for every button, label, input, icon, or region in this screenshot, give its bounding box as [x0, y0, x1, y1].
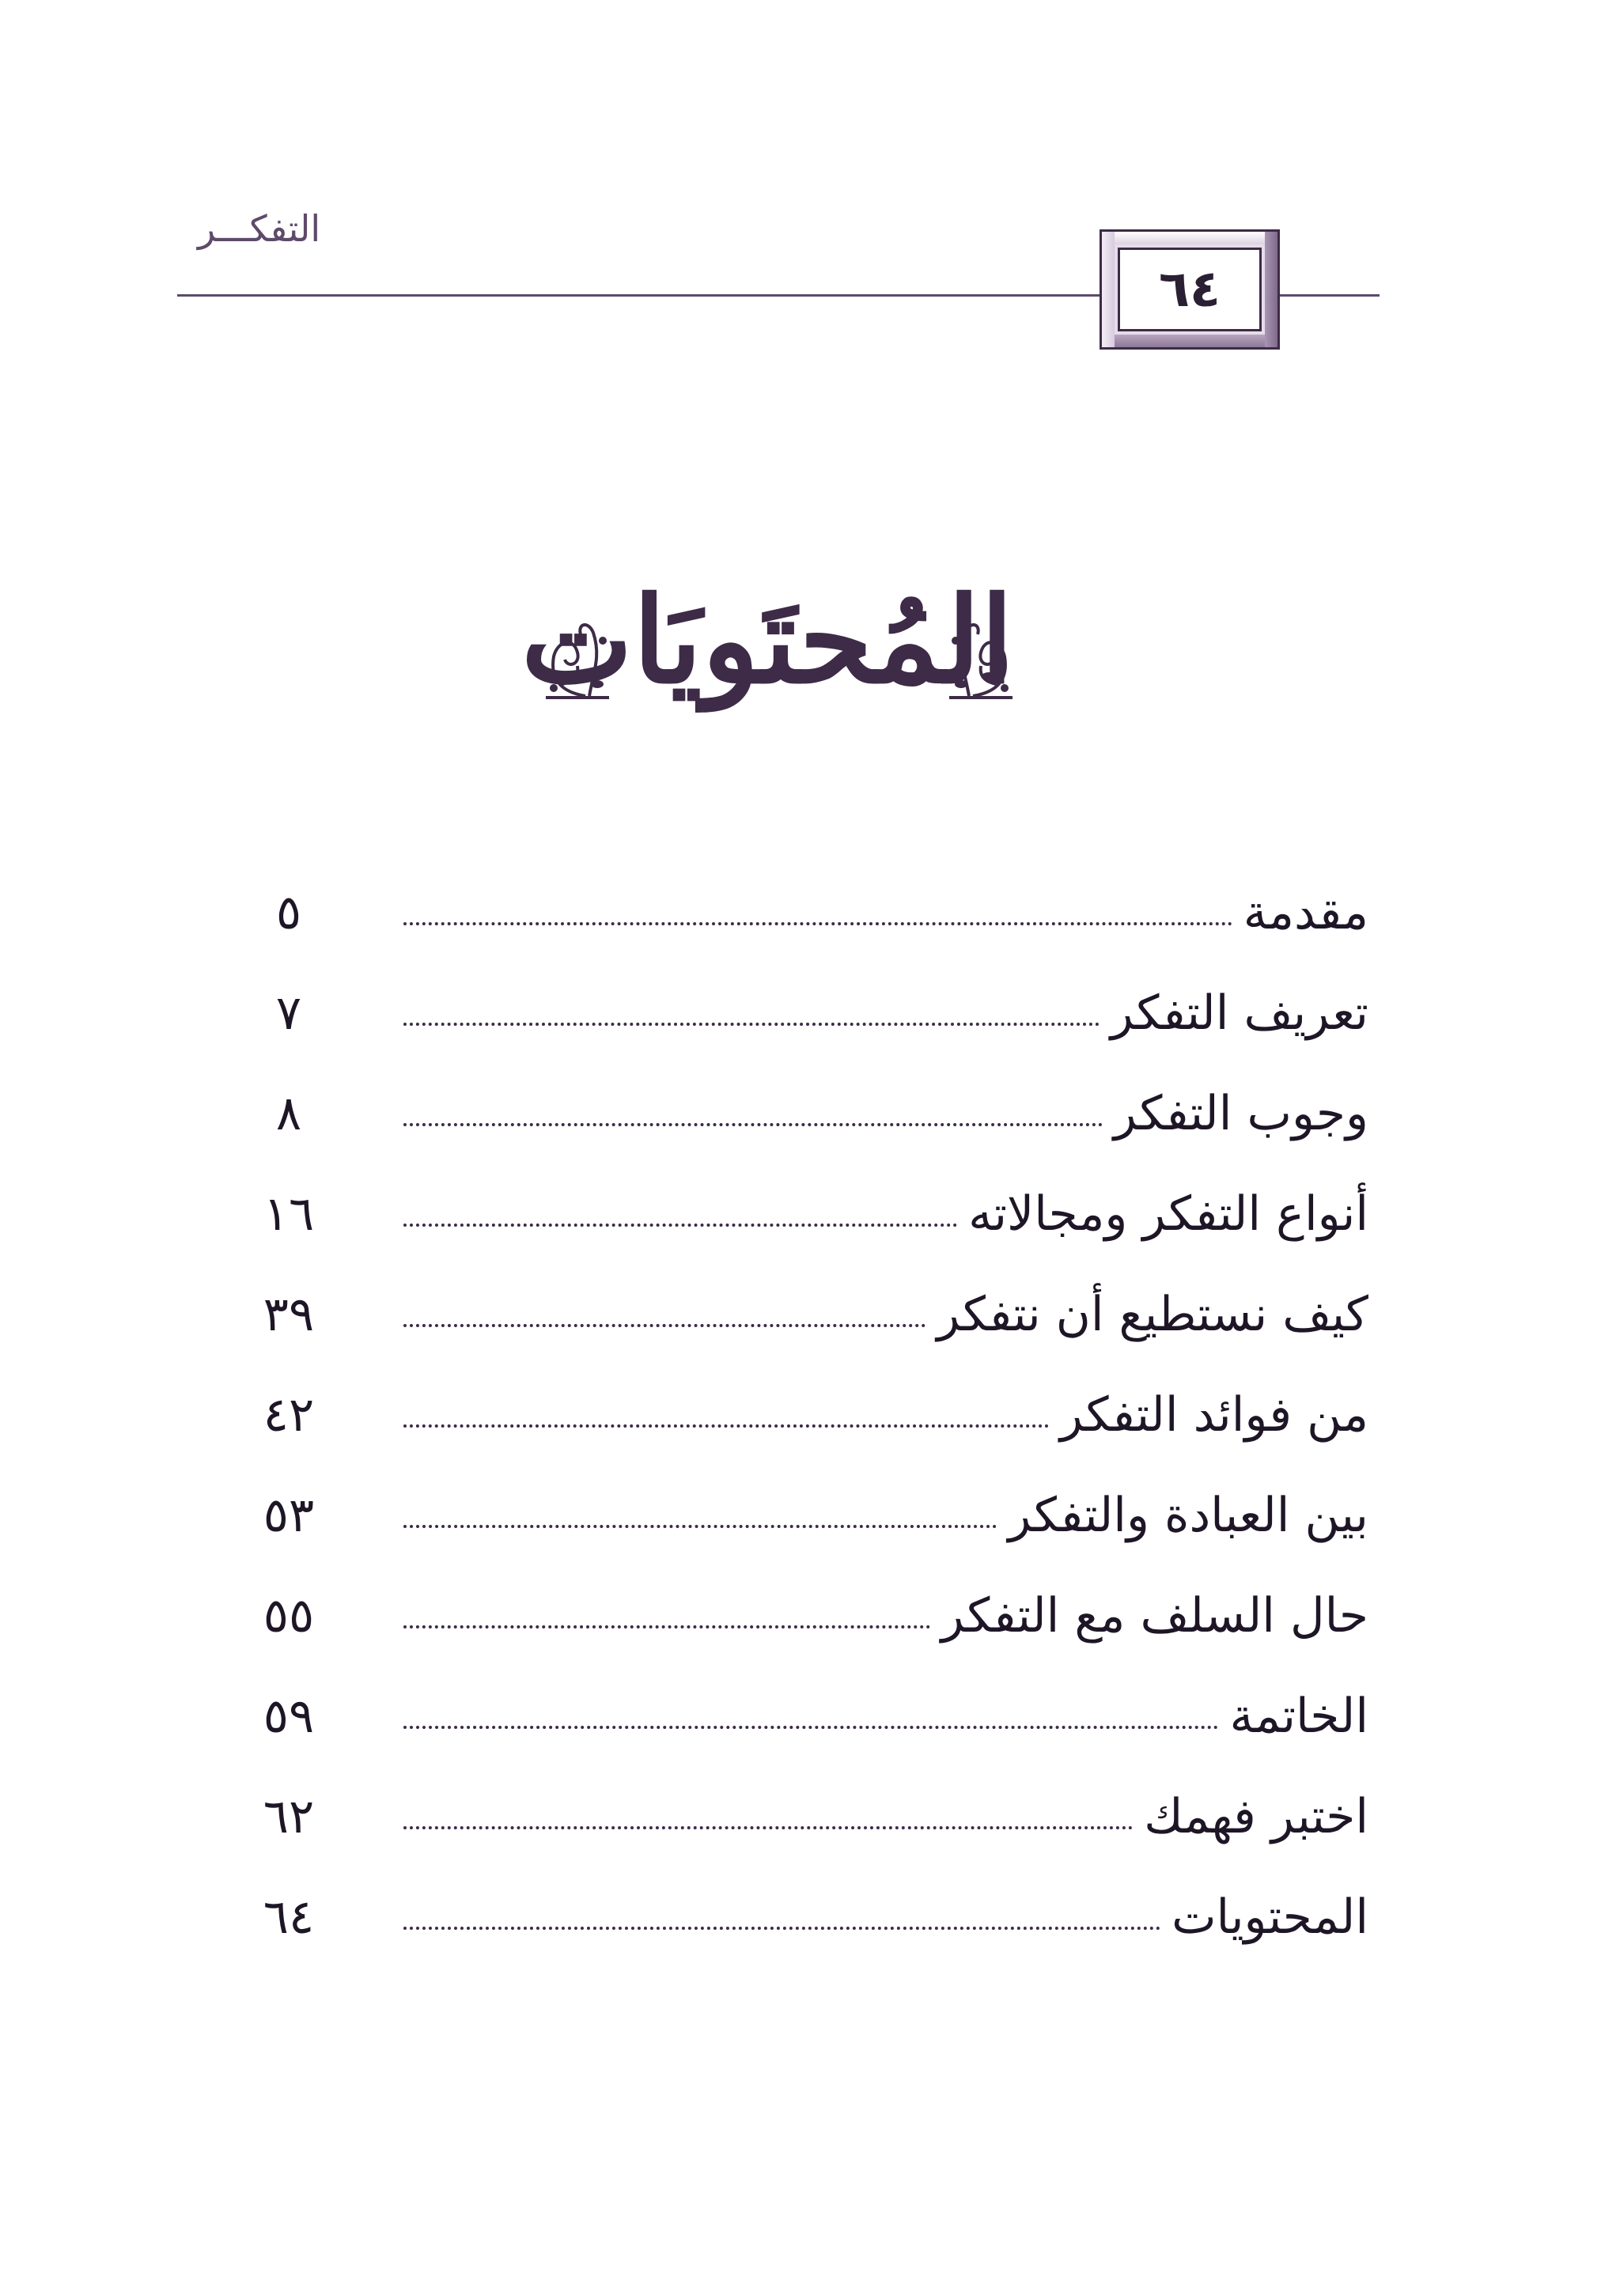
toc-entry[interactable] — [229, 963, 1368, 1063]
page-number-box — [1100, 229, 1280, 350]
toc-dot-leader — [403, 1726, 1218, 1729]
toc-dot-leader — [403, 1826, 1133, 1829]
toc-entry-label: من فوائد التفكر — [1059, 1386, 1368, 1443]
toc-entry-label: الخاتمة — [1229, 1688, 1368, 1744]
page-title: المُحتَويَات — [520, 571, 1014, 710]
toc-entry[interactable] — [229, 1666, 1368, 1766]
toc-entry-page: ٥٩ — [263, 1688, 315, 1744]
toc-entry-page: ٥٥ — [263, 1587, 315, 1644]
toc-entry[interactable] — [229, 862, 1368, 963]
toc-entry-label: تعريف التفكر — [1110, 985, 1368, 1041]
toc-entry-label: وجوب التفكر — [1113, 1085, 1368, 1141]
toc-entry-page: ٦٤ — [263, 1889, 315, 1945]
toc-entry[interactable] — [229, 1364, 1368, 1465]
toc-entry-page: ٧ — [275, 985, 302, 1041]
page-box-bevel — [1265, 232, 1277, 347]
toc-dot-leader — [403, 1525, 997, 1528]
toc-entry[interactable] — [229, 1565, 1368, 1666]
title-wrap — [506, 546, 1028, 736]
toc-entry-label: المحتويات — [1171, 1889, 1368, 1945]
toc-entry-page: ٦٢ — [263, 1788, 315, 1844]
toc-dot-leader — [403, 1023, 1100, 1026]
toc-entry-page: ٤٢ — [263, 1386, 315, 1443]
toc-entry[interactable] — [229, 1465, 1368, 1565]
running-title: التفكـــر — [198, 207, 321, 250]
toc-entry-label: أنواع التفكر ومجالاته — [968, 1186, 1368, 1242]
toc-entry-page: ١٦ — [263, 1186, 315, 1242]
toc-entry-label: كيف نستطيع أن نتفكر — [937, 1286, 1368, 1342]
toc-entry-page: ٣٩ — [263, 1286, 315, 1342]
toc-entry-label: مقدمة — [1243, 884, 1368, 940]
toc-dot-leader — [403, 1625, 930, 1628]
toc-entry-label: بين العبادة والتفكر — [1008, 1487, 1368, 1543]
toc-entry-label: اختبر فهمك — [1144, 1788, 1368, 1844]
toc-dot-leader — [403, 1424, 1049, 1428]
toc-entry-label: حال السلف مع التفكر — [941, 1587, 1368, 1644]
toc-entry-page: ٨ — [275, 1085, 302, 1141]
toc-dot-leader — [403, 922, 1232, 925]
toc-entry-page: ٥٣ — [263, 1487, 315, 1543]
page-box-bevel — [1102, 335, 1277, 347]
toc-dot-leader — [403, 1927, 1160, 1930]
toc-entry[interactable] — [229, 1264, 1368, 1364]
toc-dot-leader — [403, 1123, 1103, 1126]
toc-dot-leader — [403, 1324, 925, 1327]
toc-entry[interactable] — [229, 1163, 1368, 1264]
page-box-bevel — [1102, 232, 1115, 347]
toc-dot-leader — [403, 1224, 957, 1227]
table-of-contents — [229, 862, 1368, 1967]
toc-entry[interactable] — [229, 1063, 1368, 1163]
toc-entry[interactable] — [229, 1867, 1368, 1967]
toc-entry[interactable] — [229, 1766, 1368, 1867]
page-box-bevel — [1102, 232, 1277, 244]
page-number: ٦٤ — [1118, 248, 1262, 331]
toc-entry-page: ٥ — [275, 884, 302, 940]
